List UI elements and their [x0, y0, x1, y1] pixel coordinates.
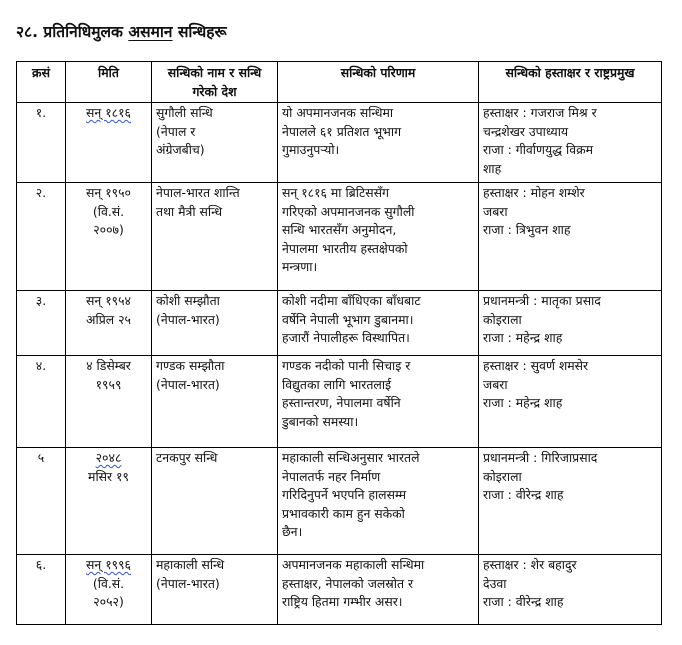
cell-sign-line: राजा : गीर्वाणयुद्ध विक्रम: [483, 142, 594, 157]
cell-date-line: सन् १९५४: [86, 293, 131, 308]
cell-name-line: (नेपाल-भारत): [156, 376, 220, 392]
cell-name-line: महाकाली सन्धि: [156, 557, 225, 572]
cell-name-line: गण्डक सम्झौता: [156, 358, 225, 373]
cell-sign-line: शाह: [483, 160, 502, 176]
cell-name-line: (नेपाल-भारत): [156, 311, 220, 327]
cell-result-line: हस्तान्तरण, नेपालमा वर्षेनि: [282, 395, 401, 410]
cell-sign-line: राजा : महेन्द्र शाह: [483, 330, 563, 345]
cell-name-line: (नेपाल र: [156, 123, 196, 139]
col-header-result: सन्धिको परिणाम: [278, 62, 479, 103]
col-header-date: मिति: [66, 62, 152, 103]
section-heading: [16, 20, 227, 42]
cell-result-line: यो अपमानजनक सन्धिमा: [282, 105, 394, 120]
cell-name: [152, 291, 278, 356]
cell-name: [152, 103, 278, 183]
cell-sign-line: हस्ताक्षर : मोहन शम्शेर: [483, 185, 585, 200]
cell-date-line: सन् १८१६: [86, 105, 131, 120]
cell-result: [278, 103, 479, 183]
cell-date: [66, 103, 152, 183]
cell-result: [278, 183, 479, 291]
cell-sign: [479, 448, 662, 555]
cell-sign-line: कोइराला: [483, 311, 522, 327]
cell-result-line: डुबानको समस्या।: [282, 413, 359, 429]
treaties-table: [16, 61, 662, 625]
cell-sign-line: जबरा: [483, 203, 508, 219]
cell-sign-line: राजा : वीरेन्द्र शाह: [483, 594, 564, 609]
cell-date: [66, 448, 152, 555]
cell-sign: [479, 183, 662, 291]
cell-sn: १.: [17, 103, 66, 183]
cell-result-line: गण्डक नदीको पानी सिचाइ र: [282, 358, 411, 373]
cell-name: [152, 555, 278, 625]
cell-date-line: २०४८: [95, 450, 122, 465]
cell-result-line: विद्युतका लागि भारतलाई: [282, 376, 392, 392]
cell-result: [278, 356, 479, 448]
cell-result: [278, 555, 479, 625]
cell-result-line: नेपालमा भारतीय हस्तक्षेपको: [282, 240, 408, 256]
cell-sn: ३.: [17, 291, 66, 356]
heading-suffix: सन्धिहरू: [172, 23, 227, 41]
cell-result-line: गरिएको अपमानजनक सुगौली: [282, 203, 415, 219]
col-header-sign: सन्धिको हस्ताक्षर र राष्ट्रप्रमुख: [479, 62, 662, 103]
cell-result-line: अपमानजनक महाकाली सन्धिमा: [282, 557, 425, 572]
cell-result-line: राष्ट्रिय हितमा गम्भीर असर।: [282, 594, 403, 609]
cell-sn: २.: [17, 183, 66, 291]
heading-prefix: २८. प्रतिनिधिमुलक: [16, 23, 129, 41]
cell-sign-line: हस्ताक्षर : शेर बहादुर: [483, 557, 577, 572]
cell-result-line: गरिदिनुपर्ने भएपनि हालसम्म: [282, 487, 407, 502]
table-row: [17, 356, 662, 448]
cell-result: [278, 291, 479, 356]
cell-name-line: कोशी सम्झौता: [156, 293, 220, 308]
table-body: [17, 103, 662, 625]
cell-name-line: नेपाल-भारत शान्ति: [156, 185, 240, 200]
cell-sign-line: प्रधानमन्त्री : गिरिजाप्रसाद: [483, 450, 598, 465]
cell-sign-line: राजा : वीरेन्द्र शाह: [483, 487, 564, 502]
table-header-row: [17, 62, 662, 103]
cell-name: [152, 448, 278, 555]
cell-result-line: प्रभावकारी काम हुन सकेको: [282, 505, 405, 521]
cell-date-line: २०५२): [93, 594, 124, 609]
cell-sign-line: हस्ताक्षर : गजराज मिश्र र: [483, 105, 597, 120]
cell-sign-line: हस्ताक्षर : सुवर्ण शमसेर: [483, 358, 589, 373]
cell-date-line: अप्रिल २५: [86, 311, 131, 327]
cell-sign-line: जबरा: [483, 376, 508, 392]
cell-sign-line: प्रधानमन्त्री : मातृका प्रसाद: [483, 293, 601, 308]
cell-name-line: अंग्रेजबीच): [156, 142, 205, 157]
cell-date-line: सन् १९५०: [86, 185, 131, 200]
cell-name-line: सुगौली सन्धि: [156, 105, 213, 120]
cell-date: [66, 356, 152, 448]
cell-date-line: सन् १९९६: [86, 557, 131, 572]
cell-sign: [479, 555, 662, 625]
cell-sn: ६.: [17, 555, 66, 625]
cell-date-line: (वि.सं.: [92, 203, 125, 219]
cell-sign-line: कोइराला: [483, 468, 522, 484]
table-row: [17, 291, 662, 356]
cell-sn: ५: [17, 448, 66, 555]
cell-date-line: मसिर १९: [88, 468, 129, 484]
cell-result-line: सन् १८१६ मा ब्रिटिससँग: [282, 185, 389, 200]
cell-sign-line: देउवा: [483, 575, 507, 591]
cell-result-line: गुमाउनुपऱ्यो।: [282, 142, 340, 157]
cell-result-line: मन्त्रणा।: [282, 259, 318, 274]
cell-sign-line: राजा : त्रिभुवन शाह: [483, 222, 571, 237]
table-row: [17, 448, 662, 555]
cell-result: [278, 448, 479, 555]
cell-date: [66, 291, 152, 356]
cell-sign-line: चन्द्रशेखर उपाध्याय: [483, 123, 569, 139]
cell-sign: [479, 103, 662, 183]
cell-name-line: (नेपाल-भारत): [156, 575, 220, 591]
cell-result-line: नेपालतर्फ नहर निर्माण: [282, 468, 381, 484]
cell-sign: [479, 291, 662, 356]
cell-sign: [479, 356, 662, 448]
cell-date: [66, 555, 152, 625]
cell-result-line: छैन।: [282, 524, 303, 539]
cell-name: [152, 356, 278, 448]
table-row: [17, 103, 662, 183]
cell-result-line: महाकाली सन्धिअनुसार भारतले: [282, 450, 420, 465]
table-row: [17, 555, 662, 625]
cell-result-line: सन्धि भारतसँग अनुमोदन,: [282, 222, 397, 237]
cell-name-line: टनकपुर सन्धि: [156, 450, 218, 465]
table-row: [17, 183, 662, 291]
cell-name-line: तथा मैत्री सन्धि: [156, 203, 223, 219]
heading-underlined-word: असमान: [128, 23, 173, 41]
cell-sn: ४.: [17, 356, 66, 448]
cell-result-line: हस्ताक्षर, नेपालको जलस्रोत र: [282, 575, 414, 591]
cell-date-line: १९५९: [95, 376, 122, 392]
cell-result-line: हजारौं नेपालीहरू विस्थापित।: [282, 330, 410, 345]
col-header-name: सन्धिको नाम र सन्धि गरेको देश: [152, 62, 278, 103]
cell-date: [66, 183, 152, 291]
cell-date-line: ४ डिसेम्बर: [86, 358, 131, 373]
cell-date-line: (वि.सं.: [92, 575, 125, 591]
cell-result-line: वर्षेनि नेपाली भूभाग डुबानमा।: [282, 311, 414, 327]
col-header-sn: क्रसं: [17, 62, 66, 103]
cell-name: [152, 183, 278, 291]
cell-date-line: २००७): [93, 222, 124, 237]
cell-result-line: नेपालले ६१ प्रतिशत भूभाग: [282, 123, 402, 139]
cell-result-line: कोशी नदीमा बाँधिएका बाँधबाट: [282, 293, 421, 308]
cell-sign-line: राजा : महेन्द्र शाह: [483, 395, 563, 410]
